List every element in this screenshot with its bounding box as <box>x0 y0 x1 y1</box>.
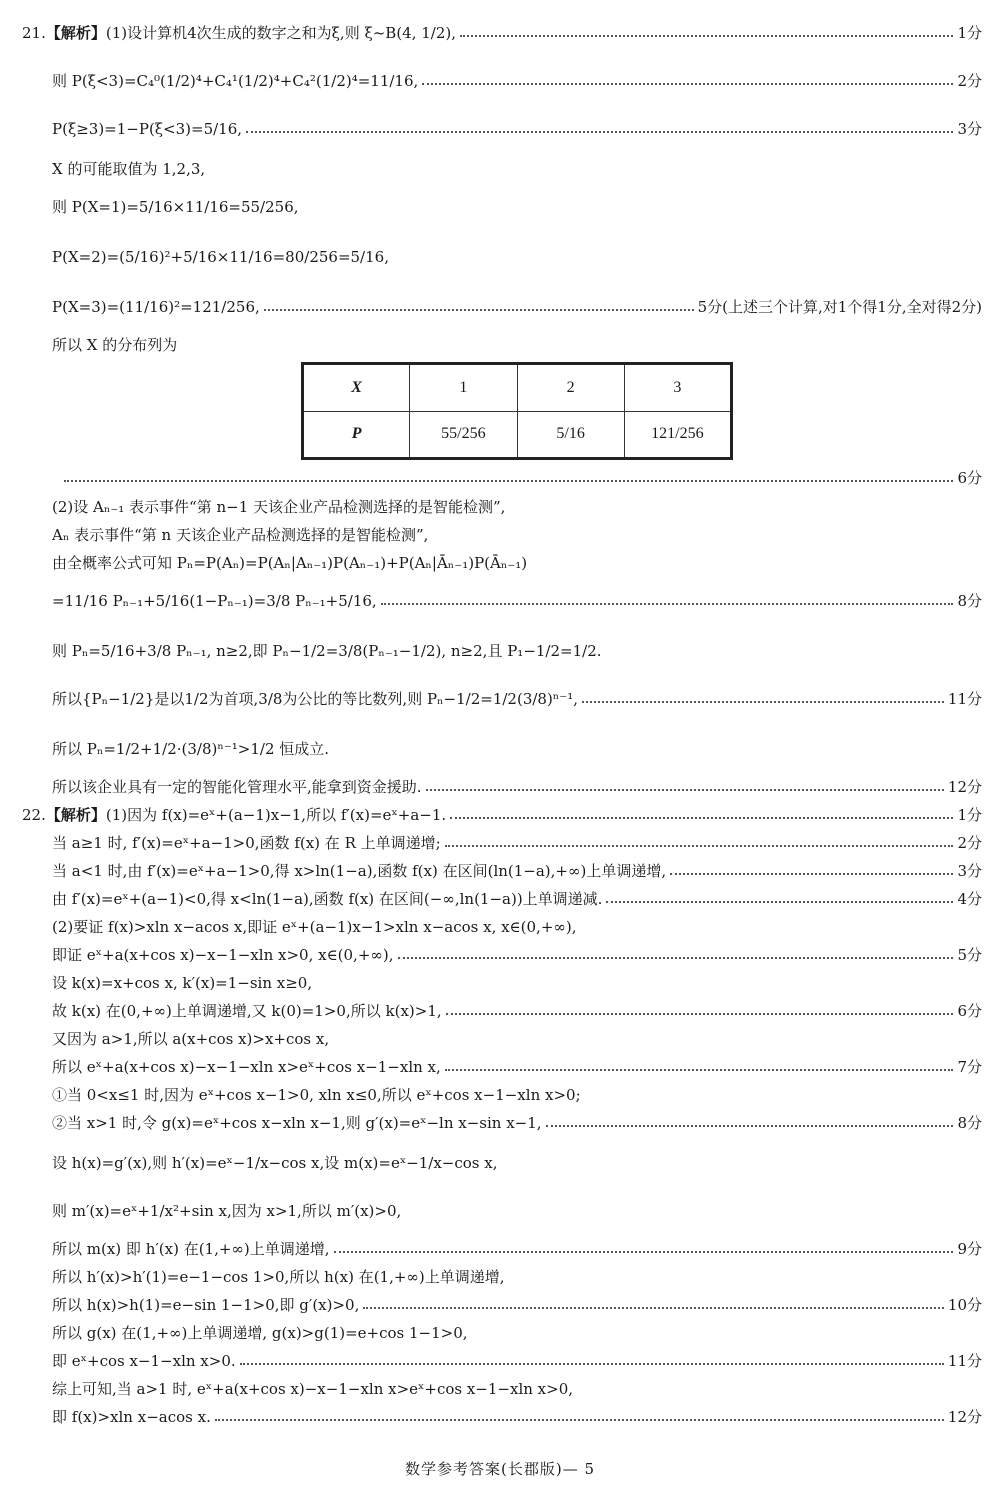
p21-line-8: 所以 X 的分布列为 <box>52 336 178 354</box>
leader-dots <box>460 35 953 37</box>
p21-part2-line-2: Aₙ 表示事件“第 n 天该企业产品检测选择的是智能检测”, <box>52 526 429 544</box>
table-cell: 2 <box>517 364 624 412</box>
leader-dots <box>398 957 954 959</box>
p22-line-8: 故 k(x) 在(0,+∞)上单调递增,又 k(0)=1>0,所以 k(x)>1, 6分 <box>52 1002 982 1020</box>
score: 8分 <box>957 592 982 610</box>
p22-line-14: 则 m′(x)=eˣ+1/x²+sin x,因为 x>1,所以 m′(x)>0, <box>52 1202 402 1220</box>
p22-line-9: 又因为 a>1,所以 a(x+cos x)>x+cos x, <box>52 1030 330 1048</box>
leader-dots <box>246 131 953 133</box>
leader-dots <box>422 83 953 85</box>
distribution-table <box>301 362 733 460</box>
score: 7分 <box>957 1058 982 1076</box>
p21-part2-line-5: 则 Pₙ=5/16+3/8 Pₙ₋₁, n≥2,即 Pₙ−1/2=3/8(Pₙ₋₁−1/2), n≥2,且 P₁−1/2=1/2. <box>52 642 602 660</box>
p22-line-7: 设 k(x)=x+cos x, k′(x)=1−sin x≥0, <box>52 974 313 992</box>
table-cell: P <box>303 411 410 459</box>
p22-line-21: 即 f(x)>xln x−acos x. 12分 <box>52 1408 982 1426</box>
p21-part2-line-3: 由全概率公式可知 Pₙ=P(Aₙ)=P(Aₙ|Aₙ₋₁)P(Aₙ₋₁)+P(Aₙ|Āₙ₋₁)P(Āₙ₋₁) <box>52 554 528 572</box>
score: 1分 <box>957 24 982 42</box>
score: 8分 <box>957 1114 982 1132</box>
table-cell: X <box>303 364 410 412</box>
leader-dots <box>445 845 954 847</box>
table-cell: 121/256 <box>624 411 731 459</box>
score: 6分 <box>957 469 982 487</box>
score: 2分 <box>957 72 982 90</box>
p22-line-10: 所以 eˣ+a(x+cos x)−x−1−xln x>eˣ+cos x−1−xln x, 7分 <box>52 1058 982 1076</box>
p21-line-2: 则 P(ξ<3)=C₄⁰(1/2)⁴+C₄¹(1/2)⁴+C₄²(1/2)⁴=11/16, 2分 <box>52 72 982 90</box>
p21-line-1: 21.【解析】(1)设计算机4次生成的数字之和为ξ,则 ξ~B(4, 1/2), 1分 <box>22 24 982 42</box>
table-cell: 1 <box>410 364 517 412</box>
leader-dots <box>264 309 694 311</box>
score: 11分 <box>947 1352 982 1370</box>
score: 10分 <box>947 1296 982 1314</box>
leader-dots <box>215 1419 944 1421</box>
p22-line-2: 当 a≥1 时, f′(x)=eˣ+a−1>0,函数 f(x) 在 R 上单调递增; 2分 <box>52 834 982 852</box>
p22-line-16: 所以 h′(x)>h′(1)=e−1−cos 1>0,所以 h(x) 在(1,+∞)上单调递增, <box>52 1268 505 1286</box>
table-cell: 55/256 <box>410 411 517 459</box>
score: 3分 <box>957 862 982 880</box>
p21-line-4: X 的可能取值为 1,2,3, <box>52 160 206 178</box>
p22-line-13: 设 h(x)=g′(x),则 h′(x)=eˣ−1/x−cos x,设 m(x)=eˣ−1/x−cos x, <box>52 1154 498 1172</box>
p22-line-17: 所以 h(x)>h(1)=e−sin 1−1>0,即 g′(x)>0, 10分 <box>52 1296 982 1314</box>
p22-line-6: 即证 eˣ+a(x+cos x)−x−1−xln x>0, x∈(0,+∞), 5分 <box>52 946 982 964</box>
leader-dots <box>445 1069 954 1071</box>
analysis-tag: 【解析】 <box>45 24 106 42</box>
p21-line-6: P(X=2)=(5/16)²+5/16×11/16=80/256=5/16, <box>52 248 389 266</box>
p21-part2-line-1: (2)设 Aₙ₋₁ 表示事件“第 n−1 天该企业产品检测选择的是智能检测”, <box>52 498 506 516</box>
leader-dots <box>606 901 953 903</box>
table-cell: 3 <box>624 364 731 412</box>
p22-line-20: 综上可知,当 a>1 时, eˣ+a(x+cos x)−x−1−xln x>eˣ+cos x−1−xln x>0, <box>52 1380 574 1398</box>
p22-line-19: 即 eˣ+cos x−1−xln x>0. 11分 <box>52 1352 982 1370</box>
p22-line-5: (2)要证 f(x)>xln x−acos x,即证 eˣ+(a−1)x−1>xln x−acos x, x∈(0,+∞), <box>52 918 577 936</box>
leader-dots <box>582 701 944 703</box>
score: 5分(上述三个计算,对1个得1分,全对得2分) <box>697 298 982 316</box>
score: 2分 <box>957 834 982 852</box>
table-cell: 5/16 <box>517 411 624 459</box>
p22-line-11: ①当 0<x≤1 时,因为 eˣ+cos x−1>0, xln x≤0,所以 eˣ+cos x−1−xln x>0; <box>52 1086 581 1104</box>
leader-dots <box>670 873 953 875</box>
p22-line-18: 所以 g(x) 在(1,+∞)上单调递增, g(x)>g(1)=e+cos 1−1>0, <box>52 1324 468 1342</box>
problem-number: 21. <box>22 24 46 42</box>
leader-dots <box>240 1363 944 1365</box>
p21-line-7: P(X=3)=(11/16)²=121/256, 5分(上述三个计算,对1个得1分,全对得2分) <box>52 298 982 316</box>
p21-line-5: 则 P(X=1)=5/16×11/16=55/256, <box>52 198 299 216</box>
score: 12分 <box>947 778 982 796</box>
leader-dots <box>450 817 953 819</box>
p21-part2-line-7: 所以 Pₙ=1/2+1/2·(3/8)ⁿ⁻¹>1/2 恒成立. <box>52 740 330 758</box>
leader-dots <box>334 1251 954 1253</box>
p21-part2-line-8: 所以该企业具有一定的智能化管理水平,能拿到资金援助. 12分 <box>52 778 982 796</box>
p22-line-12: ②当 x>1 时,令 g(x)=eˣ+cos x−xln x−1,则 g′(x)=eˣ−ln x−sin x−1, 8分 <box>52 1114 982 1132</box>
p22-line-1: 22.【解析】(1)因为 f(x)=eˣ+(a−1)x−1,所以 f′(x)=eˣ+a−1. 1分 <box>22 806 982 824</box>
table-row-probability <box>303 411 732 459</box>
leader-dots <box>426 789 944 791</box>
page-footer: 数学参考答案(长郡版)— 5 <box>404 1460 596 1478</box>
p21-part2-line-6: 所以{Pₙ−1/2}是以1/2为首项,3/8为公比的等比数列,则 Pₙ−1/2=1/2(3/8)ⁿ⁻¹, 11分 <box>52 690 982 708</box>
p22-line-4: 由 f′(x)=eˣ+(a−1)<0,得 x<ln(1−a),函数 f(x) 在区间(−∞,ln(1−a))上单调递减. 4分 <box>52 890 982 908</box>
leader-dots <box>381 603 954 605</box>
leader-dots <box>446 1013 954 1015</box>
leader-dots <box>64 480 953 482</box>
score: 9分 <box>957 1240 982 1258</box>
score: 1分 <box>957 806 982 824</box>
problem-number: 22. <box>22 806 46 824</box>
p22-line-3: 当 a<1 时,由 f′(x)=eˣ+a−1>0,得 x>ln(1−a),函数 f(x) 在区间(ln(1−a),+∞)上单调递增, 3分 <box>52 862 982 880</box>
p21-table-score-line <box>60 467 982 489</box>
p21-part2-line-4: =11/16 Pₙ₋₁+5/16(1−Pₙ₋₁)=3/8 Pₙ₋₁+5/16, 8分 <box>52 592 982 610</box>
analysis-tag: 【解析】 <box>45 806 106 824</box>
leader-dots <box>363 1307 944 1309</box>
score: 3分 <box>957 120 982 138</box>
leader-dots <box>546 1125 954 1127</box>
score: 11分 <box>947 690 982 708</box>
score: 6分 <box>957 1002 982 1020</box>
score: 12分 <box>947 1408 982 1426</box>
p22-line-15: 所以 m(x) 即 h′(x) 在(1,+∞)上单调递增, 9分 <box>52 1240 982 1258</box>
p21-line-3: P(ξ≥3)=1−P(ξ<3)=5/16, 3分 <box>52 120 982 138</box>
score: 5分 <box>957 946 982 964</box>
table-row-header <box>303 364 732 412</box>
score: 4分 <box>957 890 982 908</box>
